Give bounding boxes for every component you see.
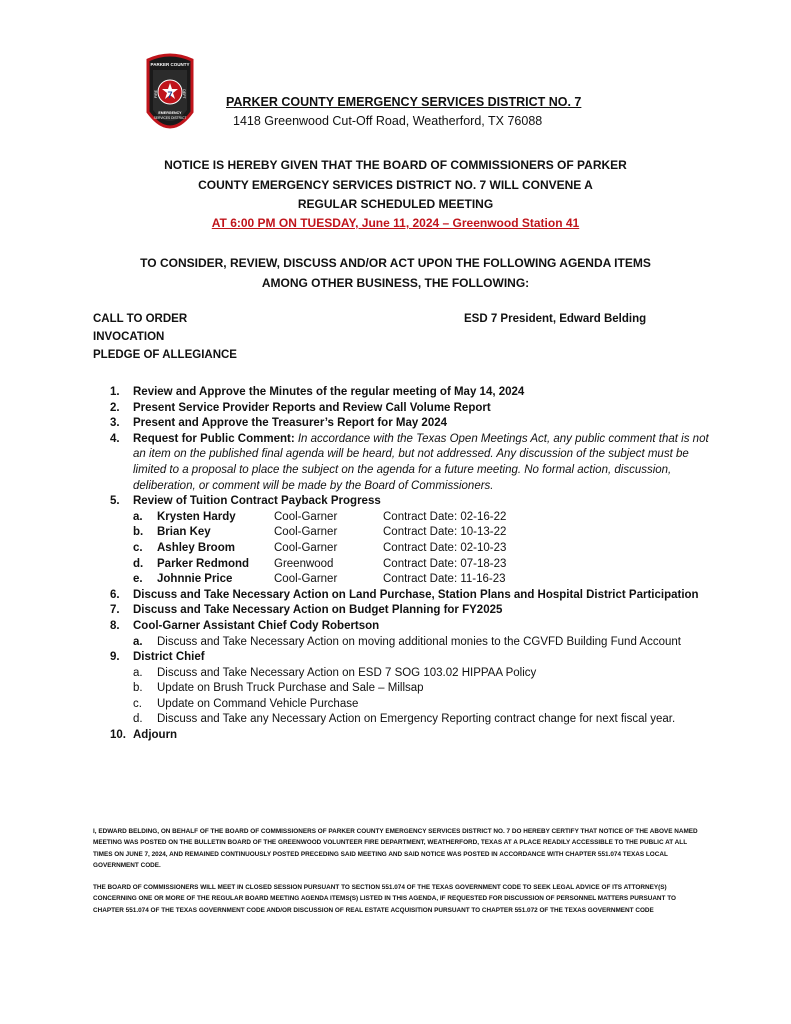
agenda-item-8: [93, 619, 713, 635]
tuition-row: [93, 557, 713, 573]
station-name: Cool-Garner: [274, 541, 338, 554]
sub-text: Discuss and Take Necessary Action on ESD 7 SOG 103.02 HIPPAA Policy: [157, 666, 537, 679]
station-name: Cool-Garner: [274, 526, 338, 539]
sub-text: Update on Command Vehicle Purchase: [157, 697, 359, 710]
item-text: Review and Approve the Minutes of the regular meeting of May 14, 2024: [133, 386, 525, 398]
logo-number: 7: [167, 90, 173, 100]
item-text: Review of Tuition Contract Payback Progress: [133, 495, 381, 508]
item-number: 1.: [110, 386, 120, 398]
employee-name: Parker Redmond: [157, 557, 250, 570]
item-text: Present Service Provider Reports and Review Call Volume Report: [133, 401, 491, 414]
sub-letter: a.: [133, 666, 143, 679]
tuition-row: [93, 541, 713, 557]
consider-line-2: AMONG OTHER BUSINESS, THE FOLLOWING:: [261, 276, 530, 290]
item-number: 8.: [110, 619, 120, 632]
item-number: 3.: [110, 417, 120, 430]
tuition-row: [93, 525, 713, 541]
item-number: 2.: [110, 401, 120, 414]
district-logo: [144, 52, 196, 138]
sub-text: Update on Brush Truck Purchase and Sale – Millsap: [157, 682, 424, 695]
sub-letter: a.: [133, 510, 143, 523]
consider-line-1: TO CONSIDER, REVIEW, DISCUSS AND/OR ACT UPON THE FOLLOWING AGENDA ITEMS: [140, 256, 651, 270]
agenda-sub-item: [93, 666, 713, 682]
public-comment-text: In accordance with the Texas Open Meetings Act, any public comment that is not an item on the published final agenda will be heard, but not addressed. Any discussion of the subject must be limited to a proposal to place the subject on the agenda for a future meeting. No formal action, discussion, deliberation, or comment will be made by the Board of Commissioners.: [133, 432, 709, 492]
station-name: Greenwood: [274, 557, 334, 570]
sub-letter: a.: [133, 635, 143, 648]
closed-session-statement: THE BOARD OF COMMISSIONERS WILL MEET IN CLOSED SESSION PURSUANT TO SECTION 551.074 OF THE TEXAS GOVERNMENT CODE TO SEEK LEGAL ADVICE OF ITS ATTORNEY(S) CONCERNING ONE OR MORE OF THE REGULAR BOARD MEETING AGENDA ITEMS(S) LISTED IN THIS AGENDA, IF REQUESTED FOR DISCUSSION OF PERSONNEL MATTERS PURSUANT TO CHAPTER 551.074 OF THE TEXAS GOVERNMENT CODE AND/OR DISCUSSION OF REAL ESTATE ACQUISITION PURSUANT TO CHAPTER 551.072 OF THE TEXAS GOVERNMENT CODE: [93, 884, 676, 914]
district-title: PARKER COUNTY EMERGENCY SERVICES DISTRICT NO. 7: [226, 95, 582, 109]
invocation: INVOCATION: [93, 331, 165, 343]
agenda-sub-item: [93, 681, 713, 697]
agenda-item-10: [93, 728, 713, 744]
sub-letter: c.: [133, 541, 143, 554]
sub-letter: b.: [133, 526, 144, 539]
employee-name: Johnnie Price: [157, 573, 233, 586]
item-number: 7.: [110, 604, 120, 617]
employee-name: Krysten Hardy: [157, 510, 236, 523]
contract-date: Contract Date: 02-16-22: [383, 510, 507, 523]
employee-name: Ashley Broom: [157, 541, 235, 554]
contract-date: Contract Date: 02-10-23: [383, 541, 507, 554]
sub-text: Discuss and Take Necessary Action on moving additional monies to the CGVFD Building Fund Account: [157, 635, 681, 648]
public-comment-label: Request for Public Comment:: [133, 432, 295, 445]
notice-line-3: REGULAR SCHEDULED MEETING: [297, 197, 494, 211]
presiding-officer: ESD 7 President, Edward Belding: [464, 313, 647, 325]
agenda-item-6: [93, 588, 713, 604]
tuition-row: [93, 510, 713, 526]
agenda-item-7: [93, 603, 713, 619]
notice-line-2: COUNTY EMERGENCY SERVICES DISTRICT NO. 7 WILL CONVENE A: [198, 178, 593, 192]
agenda-item-9: [93, 650, 713, 666]
contract-date: Contract Date: 10-13-22: [383, 526, 507, 539]
sub-letter: d.: [133, 713, 143, 726]
item-text: Cool-Garner Assistant Chief Cody Robertson: [133, 619, 380, 632]
sub-letter: d.: [133, 557, 144, 570]
sub-letter: c.: [133, 697, 142, 710]
tuition-row: [93, 572, 713, 588]
station-name: Cool-Garner: [274, 573, 338, 586]
agenda-item-3: [93, 416, 713, 432]
meeting-time-wrap: [0, 216, 791, 230]
certification-statement: I, EDWARD BELDING, ON BEHALF OF THE BOARD OF COMMISSIONERS OF PARKER COUNTY EMERGENCY SERVICES DISTRICT NO. 7 DO HEREBY CERTIFY THAT NOTICE OF THE ABOVE NAMED MEETING WAS POSTED ON THE BULLETIN BOARD OF THE GREENWOOD VOLUNTEER FIRE DEPARTMENT, WEATHERFORD, TEXAS AT A PLACE READILY ACCESSIBLE TO THE PUBLIC AT ALL TIMES ON JUNE 7, 2024, AND REMAINED CONTINUOUSLY POSTED PRECEDING SAID MEETING AND SAID NOTICE WAS POSTED IN ACCORDANCE WITH CHAPTER 551.074 TEXAS LOCAL GOVERNMENT CODE.: [93, 828, 698, 870]
logo-county: PARKER COUNTY: [150, 62, 190, 67]
meeting-time: AT 6:00 PM ON TUESDAY, June 11, 2024 – Greenwood Station 41: [211, 216, 580, 230]
agenda-sub-item: [93, 635, 713, 651]
call-to-order: CALL TO ORDER: [93, 313, 188, 325]
item-number: 6.: [110, 588, 120, 601]
item-text: Discuss and Take Necessary Action on Budget Planning for FY2025: [133, 604, 503, 617]
sub-letter: e.: [133, 573, 143, 586]
agenda-sub-item: [93, 697, 713, 713]
agenda-item-2: [93, 401, 713, 417]
agenda-list: [93, 385, 713, 744]
agenda-item-5: [93, 494, 713, 510]
item-text-wrap: [133, 432, 713, 494]
logo-services: SERVICES DISTRICT: [153, 116, 187, 120]
contract-date: Contract Date: 07-18-23: [383, 557, 507, 570]
item-text: Discuss and Take Necessary Action on Land Purchase, Station Plans and Hospital District Participation: [133, 588, 699, 601]
item-number: 4.: [110, 432, 120, 445]
logo-dept: DEPT: [182, 89, 186, 99]
sub-letter: b.: [133, 682, 143, 695]
logo-fire: FIRE: [154, 90, 158, 98]
item-number: 5.: [110, 495, 120, 508]
logo-emergency: EMERGENCY: [158, 111, 182, 115]
pledge-of-allegiance: PLEDGE OF ALLEGIANCE: [93, 349, 237, 361]
employee-name: Brian Key: [157, 526, 211, 539]
item-text: Adjourn: [133, 729, 178, 742]
item-number: 9.: [110, 651, 120, 664]
contract-date: Contract Date: 11-16-23: [383, 573, 506, 586]
sub-text: Discuss and Take any Necessary Action on Emergency Reporting contract change for next fiscal year.: [157, 713, 676, 726]
agenda-sub-item: [93, 712, 713, 728]
station-name: Cool-Garner: [274, 510, 338, 523]
item-number: 10.: [110, 729, 126, 742]
item-text: Present and Approve the Treasurer’s Report for May 2024: [133, 417, 448, 430]
district-address: 1418 Greenwood Cut-Off Road, Weatherford, TX 76088: [233, 114, 543, 128]
agenda-item-1: [93, 385, 713, 401]
notice-line-1: NOTICE IS HEREBY GIVEN THAT THE BOARD OF COMMISSIONERS OF PARKER: [164, 158, 627, 172]
item-text: District Chief: [133, 651, 205, 664]
agenda-item-4: [93, 432, 713, 494]
